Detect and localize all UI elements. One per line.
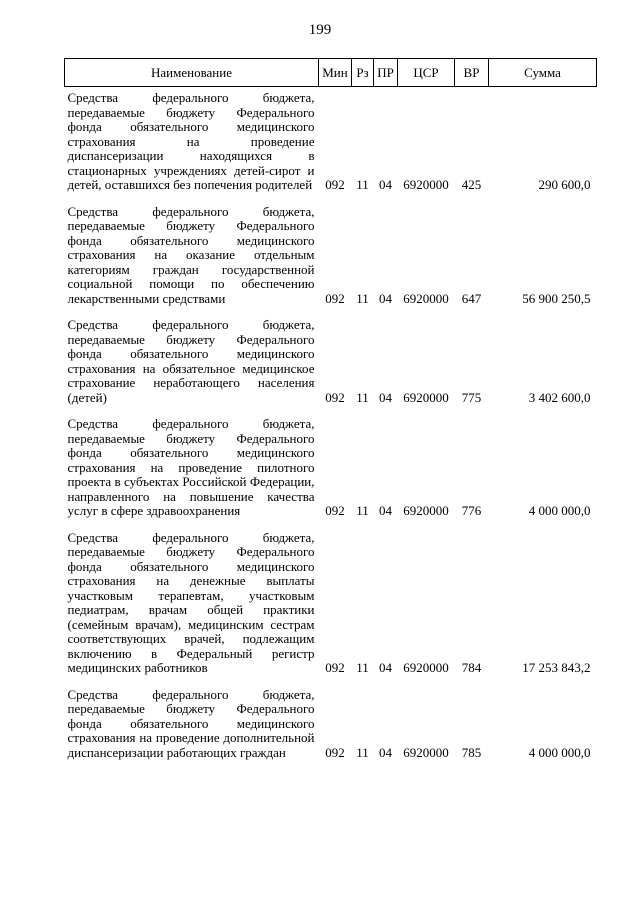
row-vr: 776 <box>461 503 482 518</box>
table-row <box>65 684 597 769</box>
row-name: Средства федерального бюджета, передаваемые бюджету Федерального фонда обязательного медицинского страхования на проведение диспансеризации находящихся в стационарных учреждениях детей-сирот и детей, оставшихся без попечения родителей <box>67 90 315 192</box>
row-vr: 775 <box>461 389 482 405</box>
row-vr: 785 <box>461 744 482 760</box>
table-row <box>65 413 597 527</box>
row-pr: 04 <box>379 660 392 675</box>
row-sum: 17 253 843,2 <box>522 660 591 675</box>
header-min: Мин <box>319 59 352 87</box>
row-vr: 425 <box>461 177 482 192</box>
header-pr: ПР <box>374 59 398 87</box>
page-number: 199 <box>308 22 332 38</box>
row-vr: 647 <box>461 290 482 306</box>
row-min: 092 <box>325 744 345 760</box>
table-row <box>65 527 597 684</box>
row-sum: 4 000 000,0 <box>528 744 591 760</box>
row-name: Средства федерального бюджета, передаваемые бюджету Федерального фонда обязательного медицинского страхования на проведение дополнительной диспансеризации работающих граждан <box>67 686 315 760</box>
row-rz: 11 <box>356 503 369 518</box>
header-rz: Рз <box>352 59 374 87</box>
header-vr: ВР <box>455 59 489 87</box>
row-pr: 04 <box>379 744 392 760</box>
row-rz: 11 <box>356 177 369 192</box>
row-name: Средства федерального бюджета, передаваемые бюджету Федерального фонда обязательного медицинского страхования на проведение пилотного проекта в субъектах Российской Федерации, направленного на повышение качества услуг в сфере здравоохранения <box>67 416 315 518</box>
table-row <box>65 87 597 201</box>
row-vr: 784 <box>461 660 482 675</box>
table-row <box>65 314 597 413</box>
row-csr: 6920000 <box>403 177 449 192</box>
row-pr: 04 <box>379 503 392 518</box>
row-min: 092 <box>325 503 345 518</box>
row-csr: 6920000 <box>403 389 449 405</box>
row-rz: 11 <box>356 660 369 675</box>
row-csr: 6920000 <box>403 660 449 675</box>
row-min: 092 <box>325 389 345 405</box>
row-csr: 6920000 <box>403 744 449 760</box>
row-pr: 04 <box>379 389 392 405</box>
row-min: 092 <box>325 290 345 306</box>
row-min: 092 <box>325 660 345 675</box>
header-name: Наименование <box>65 59 319 87</box>
row-rz: 11 <box>356 290 369 306</box>
row-pr: 04 <box>379 290 392 306</box>
row-csr: 6920000 <box>403 503 449 518</box>
header-csr: ЦСР <box>398 59 455 87</box>
row-name: Средства федерального бюджета, передаваемые бюджету Федерального фонда обязательного медицинского страхования на оказание отдельным категориям граждан государственной социальной помощи по обеспечению лекарственными средствами <box>67 203 315 306</box>
table-header-row <box>65 59 597 87</box>
budget-table <box>64 58 597 768</box>
row-sum: 4 000 000,0 <box>528 503 591 518</box>
row-sum: 290 600,0 <box>538 177 591 192</box>
row-min: 092 <box>325 177 345 192</box>
row-name: Средства федерального бюджета, передаваемые бюджету Федерального фонда обязательного медицинского страхования на денежные выплаты участковым терапевтам, участковым педиатрам, врачам общей практики (семейным врачам), медицинским сестрам соответствующих врачей, подлежащим включению в Федеральный регистр медицинских работников <box>67 529 315 675</box>
table-row <box>65 201 597 315</box>
row-sum: 56 900 250,5 <box>522 290 591 306</box>
row-rz: 11 <box>356 389 369 405</box>
row-sum: 3 402 600,0 <box>528 389 591 405</box>
row-pr: 04 <box>379 177 392 192</box>
row-name: Средства федерального бюджета, передаваемые бюджету Федерального фонда обязательного медицинского страхования на обязательное медицинское страхование неработающего населения (детей) <box>67 317 315 405</box>
row-csr: 6920000 <box>403 290 449 306</box>
header-sum: Сумма <box>489 59 597 87</box>
row-rz: 11 <box>356 744 369 760</box>
